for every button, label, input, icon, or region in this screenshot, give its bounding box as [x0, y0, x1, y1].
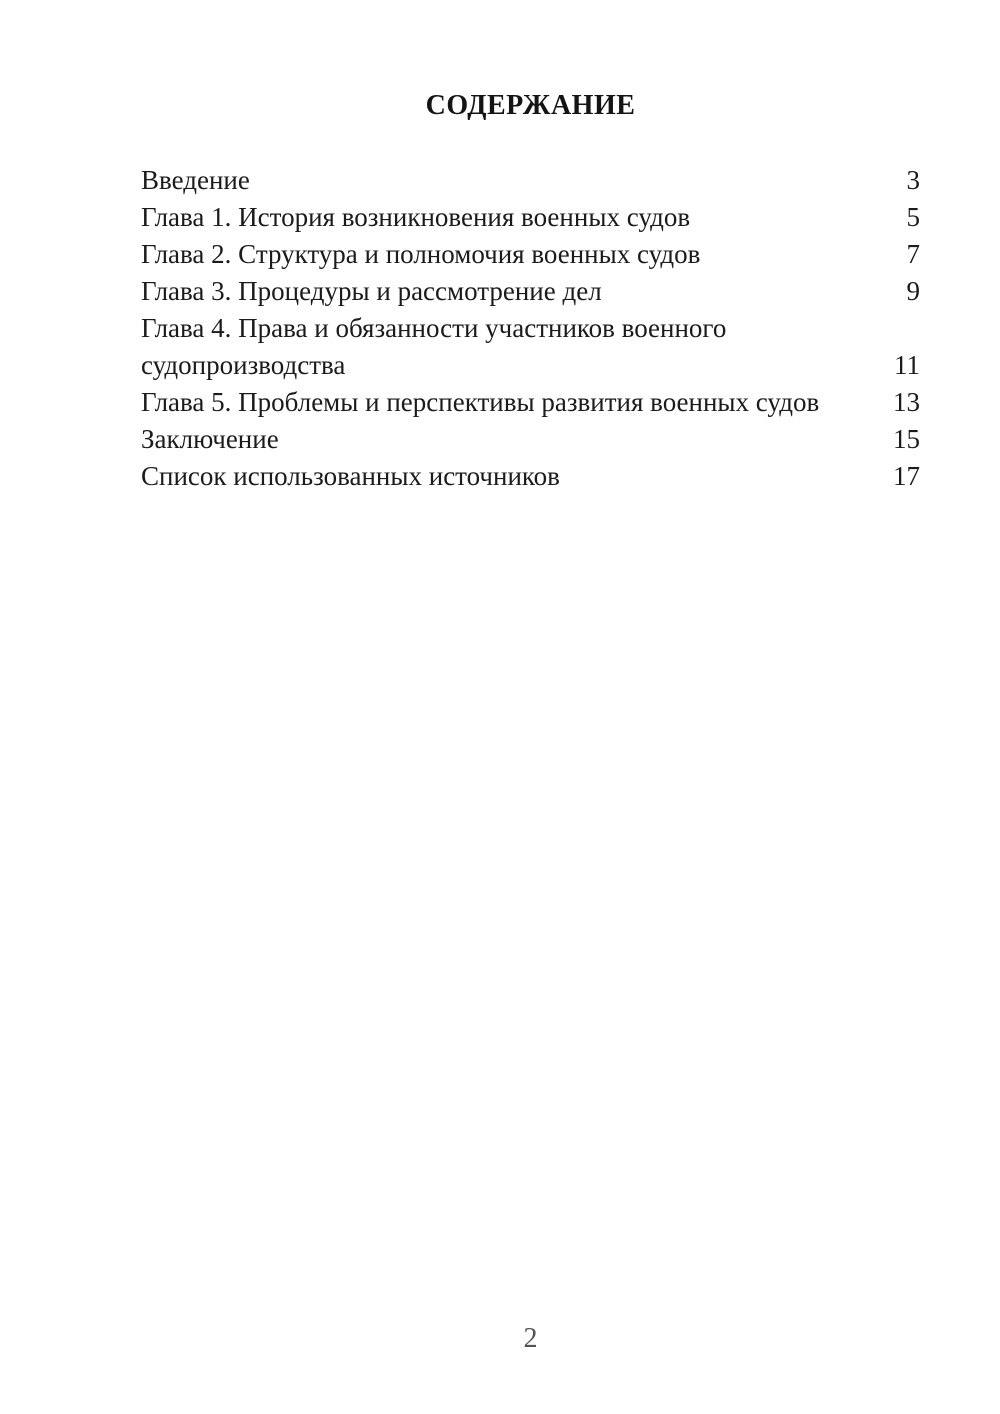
toc-entry: [141, 273, 920, 310]
toc-entry-page-number: 5: [906, 202, 920, 232]
toc-entry-page-number: 15: [893, 424, 920, 454]
table-of-contents: [141, 162, 920, 495]
page-title: СОДЕРЖАНИЕ: [425, 90, 636, 121]
content-area: [141, 0, 920, 495]
toc-entry-page-number: 17: [893, 461, 920, 491]
toc-entry: [141, 236, 920, 273]
toc-entry: [141, 162, 920, 199]
toc-entry-label: Глава 5. Проблемы и перспективы развития военных судов: [141, 387, 820, 417]
toc-entry-label: Глава 4. Права и обязанности участников военного судопроизводства: [141, 313, 727, 380]
footer-page-number: 2: [523, 1323, 538, 1354]
toc-entry-label: Введение: [141, 165, 250, 195]
toc-entry: [141, 421, 920, 458]
toc-entry-page-number: 3: [906, 165, 920, 195]
toc-entry-page-number: 9: [906, 276, 920, 306]
toc-entry-page-number: 13: [893, 387, 920, 417]
toc-entry: [141, 384, 920, 421]
toc-entry-label: Глава 2. Структура и полномочия военных судов: [141, 239, 701, 269]
toc-entry: [141, 310, 920, 384]
toc-entry-page-number: 11: [894, 350, 920, 380]
toc-entry: [141, 458, 920, 495]
toc-entry: [141, 199, 920, 236]
toc-entry-label: Заключение: [141, 424, 279, 454]
toc-entry-label: Глава 3. Процедуры и рассмотрение дел: [141, 276, 602, 306]
toc-entry-label: Список использованных источников: [141, 461, 560, 491]
toc-entry-label: Глава 1. История возникновения военных судов: [141, 202, 691, 232]
toc-entry-page-number: 7: [906, 239, 920, 269]
